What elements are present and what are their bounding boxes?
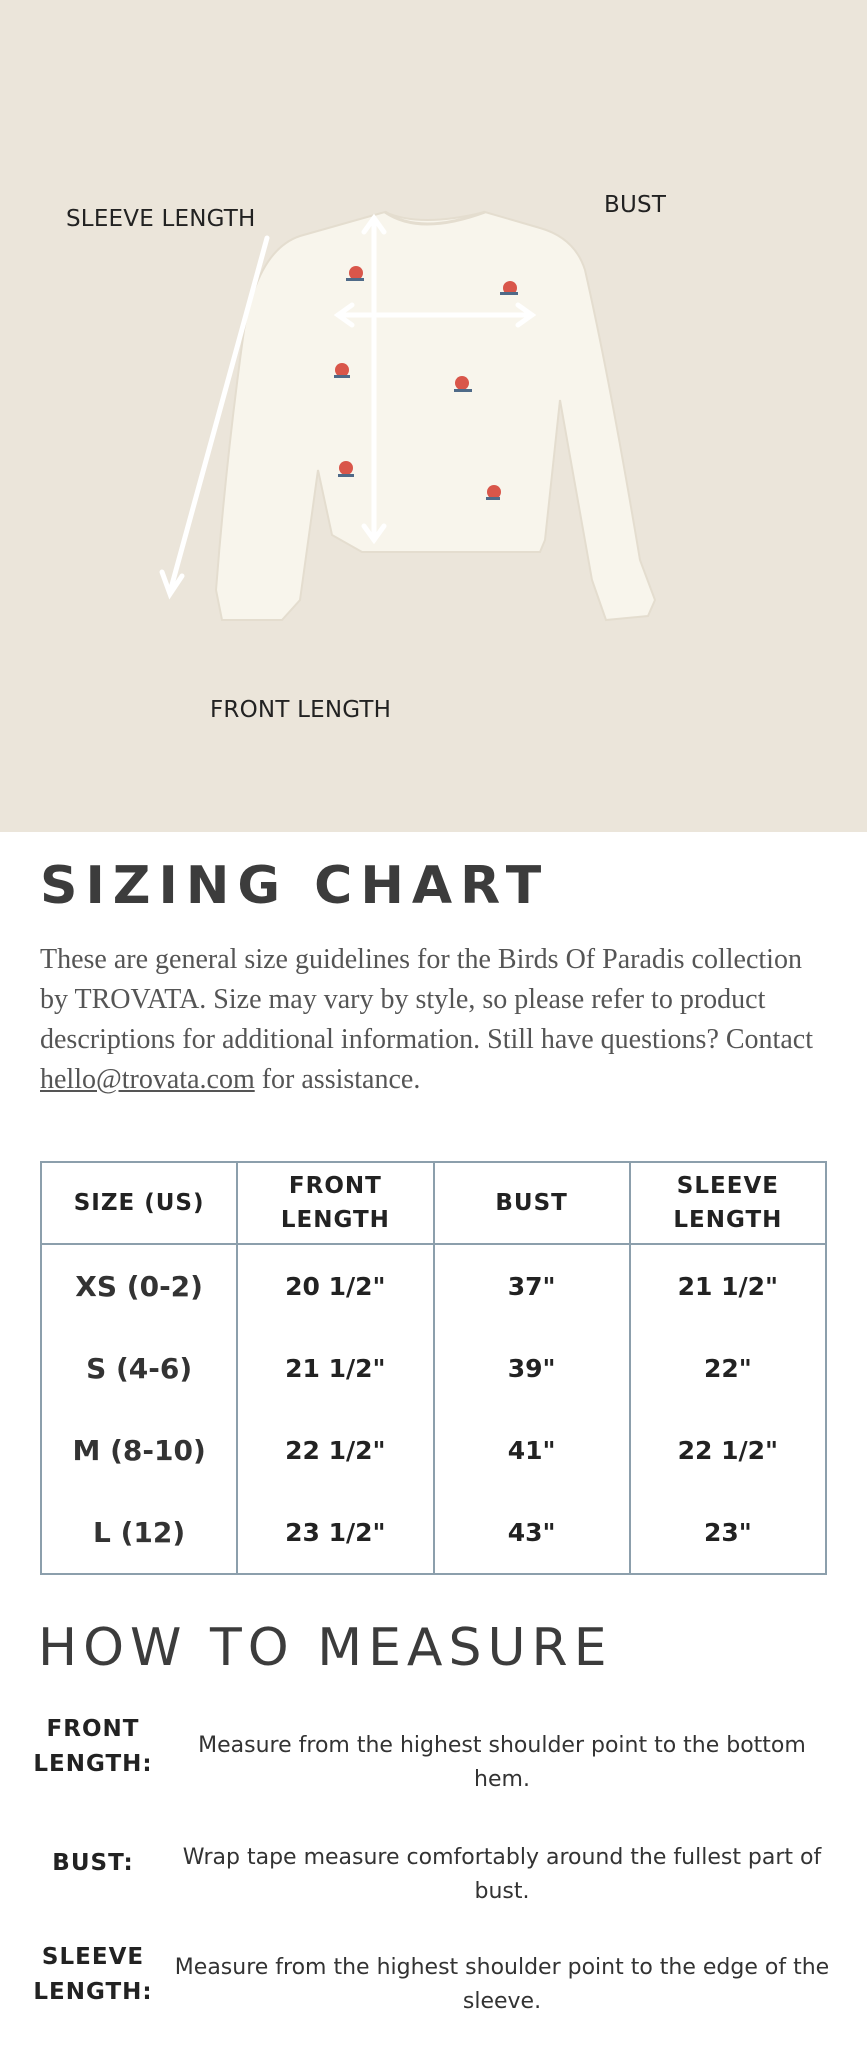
measure-label: SLEEVE LENGTH: <box>33 1944 153 2005</box>
size-cell: S (4-6) <box>41 1327 237 1409</box>
size-table <box>40 1161 827 1575</box>
front-length-cell: 22 1/2" <box>237 1409 433 1491</box>
measure-description: Wrap tape measure comfortably around the fullest part of bust. <box>182 1845 822 1904</box>
size-cell: XS (0-2) <box>41 1244 237 1327</box>
sleeve-length-cell: 22" <box>630 1327 826 1409</box>
sweater-illustration <box>216 212 655 620</box>
sizing-chart-title: SIZING CHART <box>40 856 550 916</box>
measure-label: BUST: <box>52 1850 134 1876</box>
table-row <box>41 1327 826 1409</box>
size-cell: L (12) <box>41 1491 237 1574</box>
front-length-cell: 20 1/2" <box>237 1244 433 1327</box>
front-length-cell: 21 1/2" <box>237 1327 433 1409</box>
intro-text: These are general size guidelines for the Birds Of Paradis collection by TROVATA. Size may vary by style, so please refer to product descriptions for additional information. Still have questions? Contact <box>40 944 813 1055</box>
sleeve-length-cell: 23" <box>630 1491 826 1574</box>
header-front-length: FRONT LENGTH <box>237 1162 433 1244</box>
bust-cell: 43" <box>434 1491 630 1574</box>
bust-cell: 37" <box>434 1244 630 1327</box>
header-size: SIZE (US) <box>41 1162 237 1244</box>
bust-cell: 41" <box>434 1409 630 1491</box>
size-cell: M (8-10) <box>41 1409 237 1491</box>
table-row <box>41 1409 826 1491</box>
bust-label: BUST <box>604 192 667 218</box>
email-link[interactable]: hello@trovata.com <box>40 1064 255 1095</box>
sleeve-length-cell: 21 1/2" <box>630 1244 826 1327</box>
sleeve-length-label: SLEEVE LENGTH <box>66 206 256 232</box>
sweater-diagram <box>0 0 867 832</box>
measure-label: FRONT LENGTH: <box>33 1716 153 1777</box>
table-header-row <box>41 1162 826 1244</box>
product-image-panel <box>0 0 867 832</box>
measure-description: Measure from the highest shoulder point to the edge of the sleeve. <box>174 1955 830 2014</box>
table-row <box>41 1491 826 1574</box>
intro-suffix: for assistance. <box>254 1064 421 1095</box>
how-to-measure-title: HOW TO MEASURE <box>38 1618 613 1678</box>
bust-cell: 39" <box>434 1327 630 1409</box>
measure-description: Measure from the highest shoulder point to the bottom hem. <box>198 1733 806 1792</box>
front-length-cell: 23 1/2" <box>237 1491 433 1574</box>
table-row <box>41 1244 826 1327</box>
header-bust: BUST <box>434 1162 630 1244</box>
header-sleeve-length: SLEEVE LENGTH <box>630 1162 826 1244</box>
sleeve-length-cell: 22 1/2" <box>630 1409 826 1491</box>
intro-paragraph <box>40 940 830 1100</box>
front-length-label: FRONT LENGTH <box>210 697 392 723</box>
